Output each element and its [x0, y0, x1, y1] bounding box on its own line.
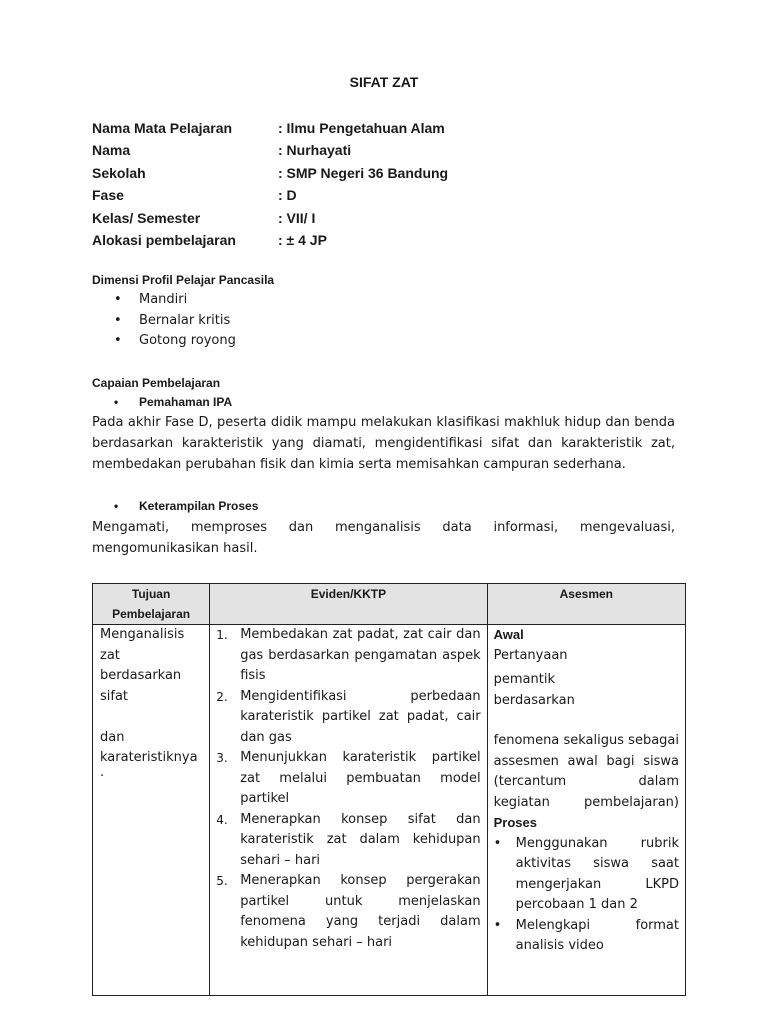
table-header-row [93, 584, 686, 625]
bullet-icon: • [114, 312, 122, 328]
list-item-text: Mengidentifikasi perbedaan karateristik partikel zat padat, cair dan gas [240, 688, 481, 745]
list-item-text: Mandiri [139, 292, 188, 307]
bullet-icon: • [114, 395, 119, 409]
list-number: 4. [216, 812, 228, 827]
list-item [494, 834, 679, 916]
list-item [210, 748, 486, 810]
header-asesmen: Asesmen [487, 584, 685, 625]
list-item-text: Menerapkan konsep pergerakan partikel untuk menjelaskan fenomena yang terjadi dalam kehidupan sehari – hari [240, 873, 481, 950]
list-item [92, 290, 236, 311]
bullet-icon: • [114, 292, 122, 307]
eviden-list [210, 625, 486, 953]
list-number: 3. [216, 751, 228, 765]
dimensi-list [92, 290, 236, 352]
meta-row [92, 207, 448, 229]
identity-block [92, 117, 448, 251]
capaian-heading: Capaian Pembelajaran [92, 376, 221, 390]
tujuan-line: dan [100, 729, 125, 745]
header-tujuan: Tujuan Pembelajaran [93, 584, 210, 625]
tujuan-line: . [100, 764, 105, 780]
meta-label: Nama Mata Pelajaran [92, 120, 233, 136]
bullet-icon: • [493, 835, 502, 851]
learning-table [92, 583, 686, 996]
list-item [210, 625, 486, 687]
asesmen-awal-label: Awal [493, 627, 524, 642]
asesmen-line: berdasarkan [493, 692, 575, 708]
meta-label: Fase [92, 187, 124, 204]
list-item [92, 331, 236, 352]
page-title: SIFAT ZAT [349, 74, 419, 90]
sub-heading-text: Pemahaman IPA [139, 395, 233, 409]
list-item [210, 810, 486, 872]
list-item [210, 871, 486, 953]
meta-row [92, 162, 448, 184]
eviden-cell [210, 625, 487, 996]
meta-value: : VII/ I [278, 209, 316, 226]
list-number: 2. [216, 689, 228, 704]
bullet-icon: • [493, 917, 502, 933]
list-item-text: Membedakan zat padat, zat cair dan gas berdasarkan pengamatan aspek fisis [240, 627, 481, 683]
meta-value: : Nurhayati [278, 142, 352, 159]
tujuan-line: sifat [100, 688, 129, 704]
asesmen-awal-text: fenomena sekaligus sebagai assesmen awal bagi siswa (tercantum dalam [493, 733, 679, 789]
tujuan-line: zat [100, 647, 120, 663]
meta-label: Sekolah [92, 164, 146, 181]
list-item-text: Gotong royong [139, 333, 236, 348]
tujuan-cell [93, 625, 210, 996]
asesmen-line: Pertanyaan [493, 647, 568, 663]
asesmen-cell [487, 625, 685, 996]
list-item [210, 687, 486, 749]
sub-heading-keterampilan [92, 499, 258, 513]
meta-value: : ± 4 JP [278, 231, 327, 248]
list-number: 1. [216, 628, 228, 642]
list-item [494, 916, 679, 957]
list-number: 5. [216, 874, 228, 888]
meta-row [92, 139, 448, 161]
tujuan-line: Menganalisis [100, 627, 185, 642]
tujuan-line: berdasarkan [100, 668, 182, 683]
list-item-text: Melengkapi format analisis video [515, 917, 679, 953]
bullet-icon: • [114, 499, 119, 513]
bullet-icon: • [114, 333, 122, 348]
dimensi-heading: Dimensi Profil Pelajar Pancasila [92, 273, 275, 287]
meta-label: Alokasi pembelajaran [92, 231, 236, 248]
meta-value: : SMP Negeri 36 Bandung [278, 164, 449, 181]
meta-value: : D [278, 187, 297, 204]
capaian-paragraph: Pada akhir Fase D, peserta didik mampu melakukan klasifikasi makhluk hidup dan benda berdasarkan karakteristik yang diamati, mengidentifikasi sifat dan karakteristik zat, membedakan perubahan fisik dan kimia serta memisahkan campuran sederhana. [92, 415, 675, 472]
list-item-text: Menggunakan rubrik aktivitas siswa saat mengerjakan LKPD percobaan 1 dan 2 [515, 835, 679, 912]
asesmen-awal-text2: kegiatan pembelajaran) [493, 794, 679, 810]
meta-row [92, 184, 448, 206]
table-row [93, 625, 686, 996]
meta-label: Nama [92, 142, 131, 159]
list-item-text: Menerapkan konsep sifat dan karateristik zat dalam kehidupan sehari – hari [240, 811, 481, 868]
list-item-text: Menunjukkan karateristik partikel zat melalui pembuatan model partikel [240, 750, 481, 806]
meta-label: Kelas/ Semester [92, 209, 201, 226]
asesmen-proses-label: Proses [493, 815, 538, 830]
list-item-text: Bernalar kritis [139, 312, 231, 328]
keterampilan-paragraph: Mengamati, memproses dan menganalisis data informasi, mengevaluasi, mengomunikasikan hasil. [92, 520, 675, 556]
tujuan-line: karateristiknya [100, 750, 198, 765]
meta-row [92, 117, 448, 139]
asesmen-line: pemantik [493, 672, 555, 687]
list-item [92, 311, 236, 332]
meta-value: : Ilmu Pengetahuan Alam [278, 120, 445, 136]
tujuan-line [100, 707, 206, 728]
header-eviden: Eviden/KKTP [210, 584, 487, 625]
sub-heading-text: Keterampilan Proses [139, 499, 259, 513]
meta-row [92, 229, 448, 251]
sub-heading-pemahaman [92, 395, 232, 409]
spacer [494, 711, 679, 731]
